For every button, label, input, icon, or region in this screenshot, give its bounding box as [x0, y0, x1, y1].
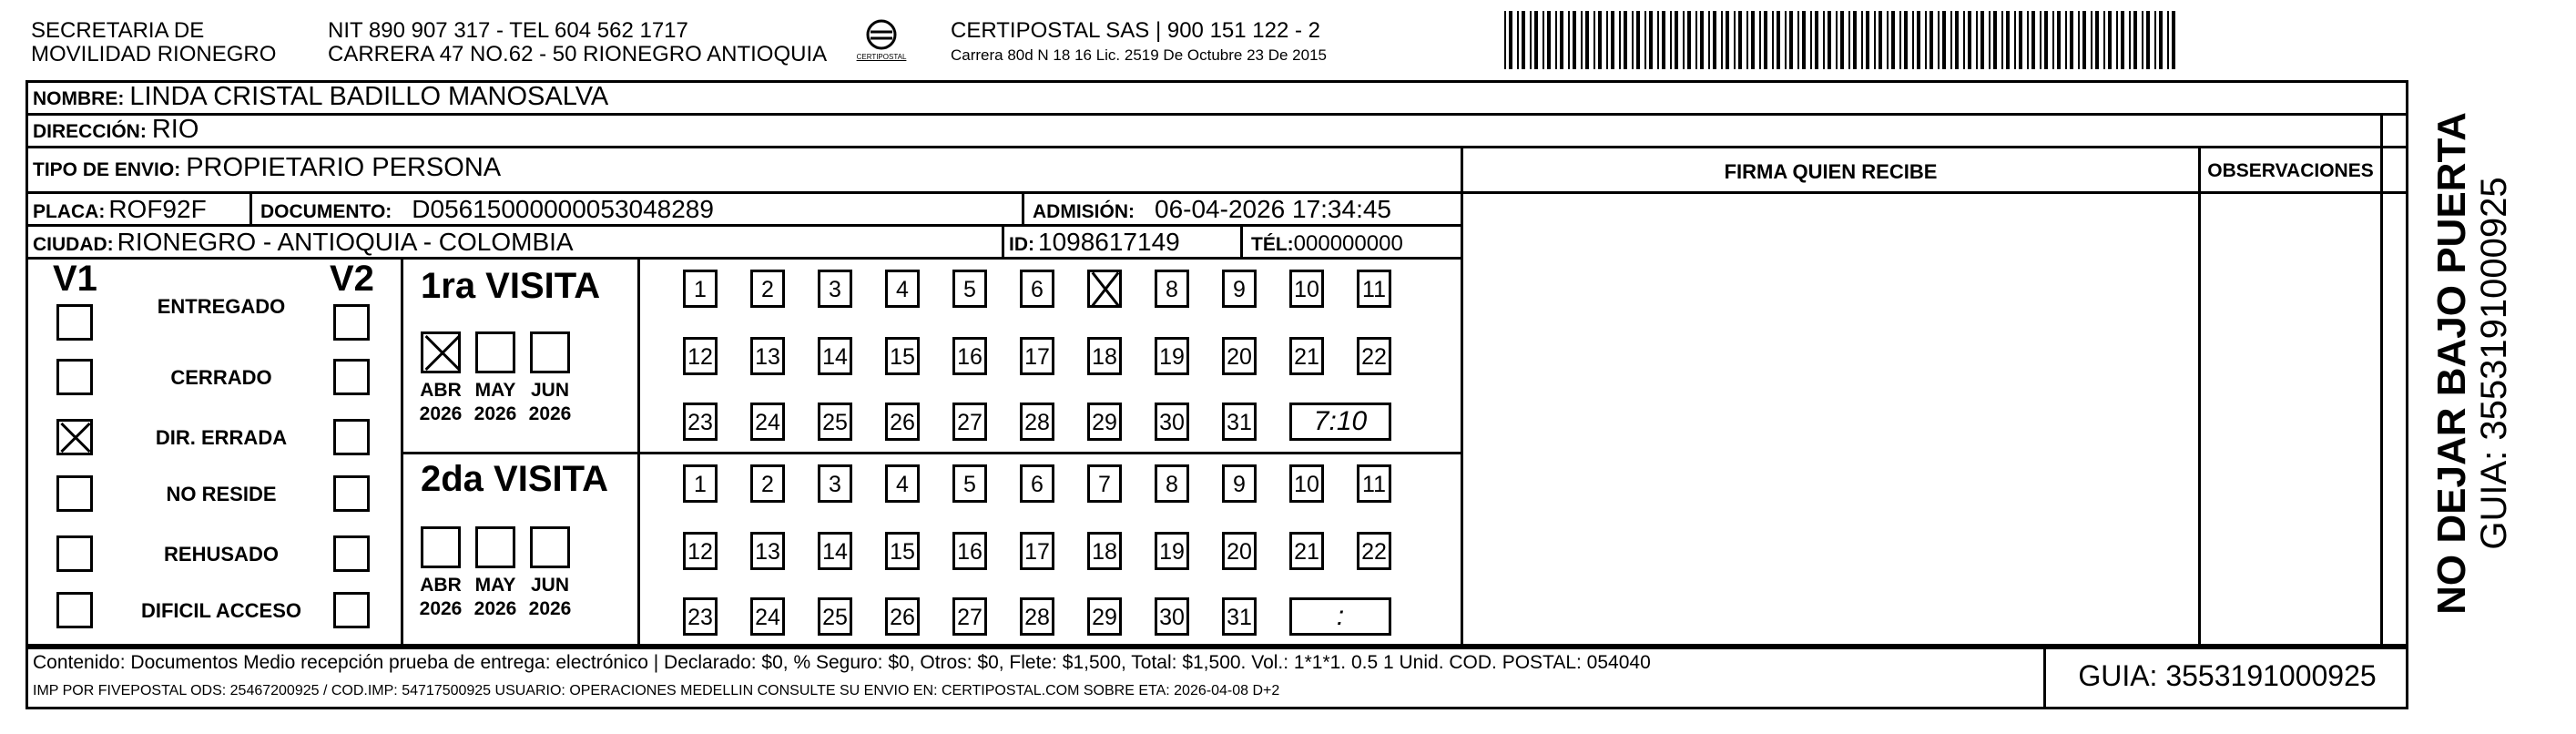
barcode-bar — [1993, 11, 1997, 69]
day-box[interactable]: 5 — [952, 464, 987, 503]
time-box[interactable]: : — [1289, 597, 1391, 636]
barcode-bar — [1976, 11, 1978, 69]
barcode-bar — [1853, 11, 1857, 69]
v2-checkbox[interactable] — [333, 475, 370, 512]
year-label: 2026 — [528, 598, 572, 619]
barcode-bar — [1840, 11, 1844, 69]
barcode-bar — [2078, 11, 2080, 69]
day-box[interactable]: 22 — [1357, 532, 1391, 570]
year-label: 2026 — [419, 403, 463, 424]
imp-line: IMP POR FIVEPOSTAL ODS: 25467200925 / COD.IMP: 54717500925 USUARIO: OPERACIONES MEDELLIN CONSULTE SU ENVIO EN: CERTIPOSTAL.COM SOBRE ETA: 2026-04-08 D+2 — [33, 683, 1280, 698]
day-box[interactable]: 29 — [1087, 597, 1122, 636]
day-box[interactable]: 1 — [683, 270, 718, 308]
day-box[interactable]: 20 — [1222, 532, 1257, 570]
placa-cell — [33, 195, 207, 224]
day-box[interactable]: 7 — [1087, 464, 1122, 503]
ciudad-cell — [33, 228, 574, 257]
day-box[interactable]: 13 — [750, 532, 785, 570]
status-option-label: ENTREGADO — [157, 295, 286, 318]
barcode-bar — [1738, 11, 1742, 69]
barcode-bar — [1746, 11, 1748, 69]
barcode-bar — [1683, 11, 1685, 69]
barcode-bar — [1848, 11, 1850, 69]
day-box[interactable]: 21 — [1289, 532, 1324, 570]
barcode-bar — [1624, 11, 1627, 69]
year-label: 2026 — [473, 403, 517, 424]
barcode-bar — [1509, 11, 1512, 69]
barcode-bar — [1649, 11, 1653, 69]
day-box[interactable]: 10 — [1289, 464, 1324, 503]
barcode-bar — [2154, 11, 2156, 69]
barcode-bar — [1670, 11, 1672, 69]
barcode-bar — [2052, 11, 2054, 69]
id-label: ID: — [1009, 234, 1034, 255]
day-box[interactable]: 9 — [1222, 270, 1257, 308]
day-box[interactable]: 14 — [818, 532, 852, 570]
barcode-bar — [1504, 11, 1506, 69]
barcode-bar — [1891, 11, 1895, 69]
admision-value: 06-04-2026 17:34:45 — [1155, 195, 1391, 223]
barcode-bar — [1687, 11, 1691, 69]
barcode-bar — [1726, 11, 1729, 69]
day-box[interactable]: 23 — [683, 403, 718, 441]
day-box[interactable]: 16 — [952, 337, 987, 375]
nombre-label: NOMBRE: — [33, 88, 125, 109]
direccion-label: DIRECCIÓN: — [33, 121, 147, 142]
barcode-bar — [1713, 11, 1716, 69]
barcode-bar — [1534, 11, 1538, 69]
placa-label: PLACA: — [33, 201, 106, 222]
nombre-value: LINDA CRISTAL BADILLO MANOSALVA — [129, 82, 609, 111]
logo-lettering: CERTIPOSTAL — [856, 53, 907, 61]
day-box[interactable]: 6 — [1020, 270, 1054, 308]
barcode-bar — [2159, 11, 2163, 69]
barcode-bar — [1938, 11, 1940, 69]
barcode-bar — [2133, 11, 2137, 69]
certipostal-line: CERTIPOSTAL SAS | 900 151 122 - 2 — [951, 18, 1320, 43]
day-box[interactable]: 25 — [818, 597, 852, 636]
barcode-bar — [1555, 11, 1557, 69]
month-label: MAY — [474, 380, 516, 401]
barcode-bar — [2057, 11, 2061, 69]
barcode-bar — [2044, 11, 2048, 69]
barcode-bar — [1568, 11, 1570, 69]
barcode-bar — [2121, 11, 2124, 69]
month-label: JUN — [530, 575, 569, 596]
month-label: JUN — [530, 380, 569, 401]
day-box[interactable]: 28 — [1020, 403, 1054, 441]
documento-label: DOCUMENTO: — [260, 201, 392, 222]
barcode-bar — [2001, 11, 2003, 69]
barcode-bar — [1598, 11, 1602, 69]
day-box[interactable]: 3 — [818, 270, 852, 308]
barcode-bar — [1708, 11, 1710, 69]
v1-checkbox[interactable] — [56, 592, 93, 628]
day-box[interactable]: 22 — [1357, 337, 1391, 375]
barcode-bar — [1547, 11, 1551, 69]
barcode-bar — [1802, 11, 1806, 69]
barcode-bar — [1955, 11, 1959, 69]
barcode-bar — [1585, 11, 1589, 69]
tel-label: TÉL: — [1251, 234, 1294, 255]
v1-checkbox[interactable] — [56, 419, 93, 455]
day-box[interactable]: 2 — [750, 270, 785, 308]
day-box[interactable]: 4 — [885, 270, 920, 308]
barcode-bar — [1797, 11, 1799, 69]
day-box[interactable]: 1 — [683, 464, 718, 503]
visit1-title: 1ra VISITA — [421, 266, 601, 306]
firma-label: FIRMA QUIEN RECIBE — [1724, 160, 1938, 183]
documento-value: D05615000000053048289 — [412, 195, 714, 223]
day-box[interactable]: 18 — [1087, 337, 1122, 375]
day-box[interactable]: 20 — [1222, 337, 1257, 375]
tipo-envio-label: TIPO DE ENVIO: — [33, 159, 181, 180]
placa-value: ROF92F — [108, 195, 207, 223]
status-option-label: REHUSADO — [164, 543, 279, 566]
day-box[interactable]: 15 — [885, 337, 920, 375]
barcode-bar — [1777, 11, 1780, 69]
day-box[interactable]: 19 — [1155, 337, 1189, 375]
month-label: ABR — [420, 575, 462, 596]
month-checkbox[interactable] — [530, 526, 570, 568]
day-box[interactable]: 31 — [1222, 597, 1257, 636]
day-box[interactable]: 27 — [952, 403, 987, 441]
barcode-bar — [2019, 11, 2022, 69]
day-box[interactable]: 9 — [1222, 464, 1257, 503]
barcode-bar — [2142, 11, 2143, 69]
day-box[interactable]: 18 — [1087, 532, 1122, 570]
barcode-bar — [1785, 11, 1787, 69]
barcode-bar — [1632, 11, 1634, 69]
day-box[interactable]: 3 — [818, 464, 852, 503]
barcode-bar — [1887, 11, 1889, 69]
barcode-bar — [1950, 11, 1952, 69]
barcode-bar — [1636, 11, 1640, 69]
day-box[interactable]: 15 — [885, 532, 920, 570]
barcode-bar — [1899, 11, 1901, 69]
barcode-bar — [1619, 11, 1621, 69]
day-box[interactable]: 8 — [1155, 464, 1189, 503]
barcode-bar — [1879, 11, 1882, 69]
tel-cell — [1251, 231, 1403, 257]
barcode-bar — [1989, 11, 1991, 69]
certipostal-logo — [836, 13, 927, 66]
admision-label: ADMISIÓN: — [1033, 201, 1135, 222]
v2-checkbox[interactable] — [333, 592, 370, 628]
ciudad-label: CIUDAD: — [33, 234, 114, 255]
barcode-bar — [1695, 11, 1697, 69]
barcode-bar — [1734, 11, 1736, 69]
license-line: Carrera 80d N 18 16 Lic. 2519 De Octubre 23 De 2015 — [951, 46, 1327, 64]
day-box[interactable]: 31 — [1222, 403, 1257, 441]
day-box[interactable]: 24 — [750, 403, 785, 441]
day-box[interactable]: 5 — [952, 270, 987, 308]
admision-cell — [1033, 195, 1391, 224]
day-box[interactable]: 10 — [1289, 270, 1324, 308]
day-box[interactable]: 16 — [952, 532, 987, 570]
no-dejar-label: NO DEJAR BAJO PUERTA — [2429, 112, 2474, 615]
barcode-bar — [1581, 11, 1583, 69]
v1-checkbox[interactable] — [56, 535, 93, 572]
day-box[interactable]: 23 — [683, 597, 718, 636]
day-box[interactable]: 26 — [885, 403, 920, 441]
barcode-bar — [1644, 11, 1646, 69]
day-box[interactable]: 6 — [1020, 464, 1054, 503]
month-checkbox[interactable] — [421, 331, 461, 373]
barcode-bar — [1789, 11, 1793, 69]
v2-label: V2 — [330, 259, 374, 299]
barcode-bar — [1764, 11, 1767, 69]
status-option-label: DIFICIL ACCESO — [140, 599, 301, 622]
barcode-bar — [1522, 11, 1525, 69]
barcode-bar — [1861, 11, 1863, 69]
v2-checkbox[interactable] — [333, 419, 370, 455]
barcode-bar — [1721, 11, 1723, 69]
barcode-bar — [1560, 11, 1563, 69]
v1-label: V1 — [53, 259, 97, 299]
v1-checkbox[interactable] — [56, 304, 93, 341]
address-line: CARRERA 47 NO.62 - 50 RIONEGRO ANTIOQUIA — [328, 42, 828, 66]
month-label: ABR — [420, 380, 462, 401]
day-box[interactable]: 12 — [683, 337, 718, 375]
barcode-bar — [1611, 11, 1614, 69]
ciudad-value: RIONEGRO - ANTIOQUIA - COLOMBIA — [117, 228, 574, 256]
day-box[interactable]: 4 — [885, 464, 920, 503]
barcode-bar — [1917, 11, 1920, 69]
month-checkbox[interactable] — [475, 331, 515, 373]
barcode-bar — [1942, 11, 1946, 69]
barcode — [1504, 11, 2176, 69]
barcode-bar — [2095, 11, 2099, 69]
direccion-value: RIO — [151, 115, 199, 144]
year-label: 2026 — [419, 598, 463, 619]
barcode-bar — [1810, 11, 1812, 69]
barcode-bar — [2014, 11, 2016, 69]
month-checkbox[interactable] — [530, 331, 570, 373]
day-box[interactable] — [1087, 270, 1122, 308]
barcode-bar — [2091, 11, 2092, 69]
barcode-bar — [2167, 11, 2169, 69]
day-box[interactable]: 17 — [1020, 337, 1054, 375]
day-box[interactable]: 14 — [818, 337, 852, 375]
tipo-envio-value: PROPIETARIO PERSONA — [186, 153, 502, 182]
barcode-bar — [2172, 11, 2175, 69]
barcode-bar — [2146, 11, 2150, 69]
day-box[interactable]: 17 — [1020, 532, 1054, 570]
barcode-bar — [1828, 11, 1831, 69]
barcode-bar — [2065, 11, 2067, 69]
id-value: 1098617149 — [1038, 228, 1180, 256]
barcode-bar — [2082, 11, 2086, 69]
barcode-bar — [2006, 11, 2010, 69]
observaciones-label: OBSERVACIONES — [2207, 160, 2374, 181]
side-panel — [2413, 80, 2531, 647]
status-option-label: NO RESIDE — [166, 483, 277, 505]
barcode-bar — [1823, 11, 1825, 69]
v2-checkbox[interactable] — [333, 359, 370, 395]
id-cell — [1009, 228, 1180, 257]
day-box[interactable]: 30 — [1155, 403, 1189, 441]
nit-line: NIT 890 907 317 - TEL 604 562 1717 — [328, 18, 688, 43]
direccion-row — [33, 115, 199, 146]
v1-checkbox[interactable] — [56, 359, 93, 395]
barcode-bar — [1759, 11, 1761, 69]
v2-checkbox[interactable] — [333, 535, 370, 572]
barcode-bar — [1980, 11, 1984, 69]
barcode-bar — [2108, 11, 2112, 69]
barcode-bar — [1912, 11, 1914, 69]
barcode-bar — [2040, 11, 2041, 69]
day-box[interactable]: 13 — [750, 337, 785, 375]
barcode-bar — [1815, 11, 1818, 69]
day-box[interactable]: 2 — [750, 464, 785, 503]
barcode-bar — [2070, 11, 2073, 69]
month-checkbox[interactable] — [421, 526, 461, 568]
org-name-line1: SECRETARIA DE — [31, 18, 205, 43]
month-checkbox[interactable] — [475, 526, 515, 568]
barcode-bar — [1530, 11, 1532, 69]
observaciones-area[interactable] — [2201, 194, 2380, 647]
month-label: MAY — [474, 575, 516, 596]
day-box[interactable]: 21 — [1289, 337, 1324, 375]
status-option-label: DIR. ERRADA — [155, 426, 288, 449]
visit2-title: 2da VISITA — [421, 459, 608, 499]
day-box[interactable]: 8 — [1155, 270, 1189, 308]
status-option-label: CERRADO — [170, 366, 272, 389]
barcode-bar — [1700, 11, 1704, 69]
side-guia-label: GUIA: 3553191000925 — [2474, 177, 2514, 550]
barcode-bar — [1866, 11, 1869, 69]
nombre-row — [33, 82, 608, 113]
day-box[interactable]: 19 — [1155, 532, 1189, 570]
barcode-bar — [1675, 11, 1678, 69]
day-box[interactable]: 27 — [952, 597, 987, 636]
barcode-bar — [1963, 11, 1965, 69]
barcode-bar — [2129, 11, 2131, 69]
barcode-bar — [2031, 11, 2035, 69]
documento-cell — [260, 195, 714, 224]
barcode-bar — [1874, 11, 1876, 69]
tipo-envio-row — [33, 153, 501, 189]
barcode-bar — [2027, 11, 2029, 69]
year-label: 2026 — [473, 598, 517, 619]
day-box[interactable]: 28 — [1020, 597, 1054, 636]
barcode-bar — [1904, 11, 1908, 69]
barcode-bar — [1968, 11, 1971, 69]
barcode-bar — [1606, 11, 1608, 69]
barcode-bar — [1517, 11, 1519, 69]
time-box[interactable]: 7:10 — [1289, 403, 1391, 441]
day-box[interactable]: 26 — [885, 597, 920, 636]
day-box[interactable]: 30 — [1155, 597, 1189, 636]
v1-checkbox[interactable] — [56, 475, 93, 512]
signature-area[interactable] — [1463, 194, 2198, 647]
barcode-bar — [1593, 11, 1595, 69]
barcode-bar — [1657, 11, 1659, 69]
day-box[interactable]: 12 — [683, 532, 718, 570]
tel-value: 000000000 — [1293, 231, 1403, 256]
barcode-bar — [2103, 11, 2105, 69]
day-box[interactable]: 11 — [1357, 464, 1391, 503]
day-box[interactable]: 11 — [1357, 270, 1391, 308]
org-name-line2: MOVILIDAD RIONEGRO — [31, 42, 277, 66]
day-box[interactable]: 25 — [818, 403, 852, 441]
barcode-bar — [1925, 11, 1927, 69]
barcode-bar — [1573, 11, 1576, 69]
barcode-bar — [1543, 11, 1544, 69]
barcode-bar — [2116, 11, 2118, 69]
v2-checkbox[interactable] — [333, 304, 370, 341]
barcode-bar — [1662, 11, 1665, 69]
guia-box: GUIA: 3553191000925 — [2078, 659, 2377, 692]
contenido-line: Contenido: Documentos Medio recepción prueba de entrega: electrónico | Declarado: $0, % Seguro: $0, Otros: $0, Flete: $1,500, Total: $1,500. Vol.: 1*1*1. 0.5 1 Unid. COD. POSTAL: 054040 — [33, 652, 1651, 673]
year-label: 2026 — [528, 403, 572, 424]
barcode-bar — [1772, 11, 1774, 69]
barcode-bar — [1751, 11, 1755, 69]
barcode-bar — [1929, 11, 1933, 69]
day-box[interactable]: 29 — [1087, 403, 1122, 441]
day-box[interactable]: 24 — [750, 597, 785, 636]
barcode-bar — [1836, 11, 1838, 69]
